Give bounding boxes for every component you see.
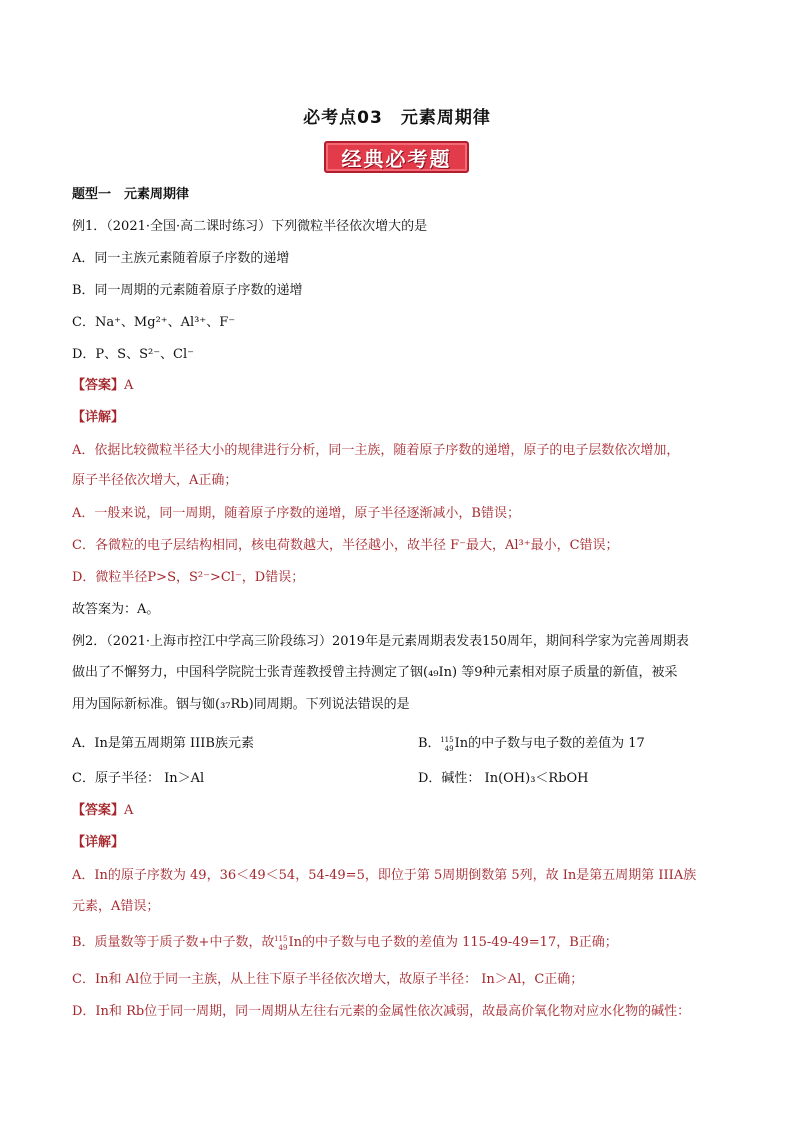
- ex2-answer: [72, 802, 732, 820]
- answer-tag: 【答案】: [72, 803, 125, 818]
- atomic-number: 49: [278, 944, 288, 952]
- ex2-stem-1: 例2．（2021·上海市控江中学高三阶段练习）2019年是元素周期表发表150周年，期间科学家为完善周期表: [72, 634, 689, 649]
- answer-value: A: [124, 803, 134, 818]
- page-title: 必考点03 元素周期律: [303, 108, 491, 128]
- detail-tag: 【详解】: [72, 410, 125, 425]
- ex1-explanation-2: A．一般来说，同一周期，随着原子序数的递增，原子半径逐渐减小，B错误；: [72, 506, 520, 521]
- ex1-explanation-1a: A．依据比较微粒半径大小的规律进行分析，同一主族，随着原子序数的递增，原子的电子层数依次增加，: [72, 443, 680, 458]
- nuclide-symbol: [274, 934, 288, 952]
- explanation-2-text: In的中子数与电子数的差值为 115-49-49=17，B正确；: [288, 935, 618, 950]
- mass-number: 115: [274, 935, 288, 943]
- ex2-option-c: C．原子半径： In＞Al: [72, 771, 205, 786]
- option-b-text: In的中子数与电子数的差值为 17: [454, 736, 645, 751]
- ex2-option-a: A．In是第五周期第 IIIB族元素: [72, 736, 254, 751]
- ex1-detail-tag: [72, 409, 732, 427]
- nuclide-symbol: [440, 735, 455, 753]
- ex1-conclusion: 故答案为：A。: [72, 602, 160, 617]
- ex1-option-d: D．P、S、S²⁻、Cl⁻: [72, 347, 195, 362]
- ex2-explanation-4: D．In和 Rb位于同一周期，同一周期从左往右元素的金属性依次减弱，故最高价氧化物对应水化物的碱性：: [72, 1004, 691, 1019]
- ex2-option-b: [418, 735, 645, 753]
- ex2-option-d: D．碱性： In(OH)₃＜RbOH: [418, 771, 589, 786]
- ex1-explanation-3: C．各微粒的电子层结构相同，核电荷数越大，半径越小，故半径 F⁻最大，Al³⁺最小，C错误；: [72, 538, 619, 553]
- option-b-prefix: B．: [418, 736, 441, 751]
- mass-number: 115: [440, 736, 454, 744]
- ex1-explanation-4: D．微粒半径P>S，S²⁻>Cl⁻，D错误；: [72, 570, 305, 585]
- answer-tag: 【答案】: [72, 378, 125, 393]
- ex2-explanation-1b: 元素，A错误；: [72, 899, 160, 914]
- ex2-explanation-1a: A．In的原子序数为 49，36＜49＜54，54-49=5，即位于第 5周期倒数第 5列，故 In是第五周期第 IIIA族: [72, 868, 697, 883]
- ex2-detail-tag: [72, 834, 732, 852]
- ex2-options-row-2: [72, 770, 732, 788]
- banner-label: 经典必考题: [341, 146, 452, 171]
- atomic-number: 49: [444, 745, 454, 753]
- ex2-explanation-2: [72, 934, 732, 952]
- ex2-stem-3: 用为国际新标准。铟与铷(₃₇Rb)同周期。下列说法错误的是: [72, 697, 410, 712]
- ex2-options-row-1: [72, 735, 732, 753]
- explanation-2-prefix: B．质量数等于质子数+中子数，故: [72, 935, 275, 950]
- answer-value: A: [124, 378, 134, 393]
- classic-questions-banner: [324, 141, 469, 173]
- detail-tag: 【详解】: [72, 835, 125, 850]
- ex1-option-a: A．同一主族元素随着原子序数的递增: [72, 251, 290, 266]
- section-heading: 题型一 元素周期律: [72, 187, 190, 202]
- ex1-stem: 例1．（2021·全国·高二课时练习）下列微粒半径依次增大的是: [72, 219, 428, 234]
- ex1-option-b: B．同一周期的元素随着原子序数的递增: [72, 283, 303, 298]
- ex1-explanation-1b: 原子半径依次增大，A正确；: [72, 473, 238, 488]
- ex1-answer: [72, 377, 732, 395]
- ex2-explanation-3: C．In和 Al位于同一主族，从上往下原子半径依次增大，故原子半径： In＞Al，C正确；: [72, 972, 584, 987]
- ex2-stem-2: 做出了不懈努力，中国科学院院士张青莲教授曾主持测定了铟(₄₉In) 等9种元素相对原子质量的新值，被采: [72, 665, 678, 680]
- ex1-option-c: C．Na⁺、Mg²⁺、Al³⁺、F⁻: [72, 315, 236, 330]
